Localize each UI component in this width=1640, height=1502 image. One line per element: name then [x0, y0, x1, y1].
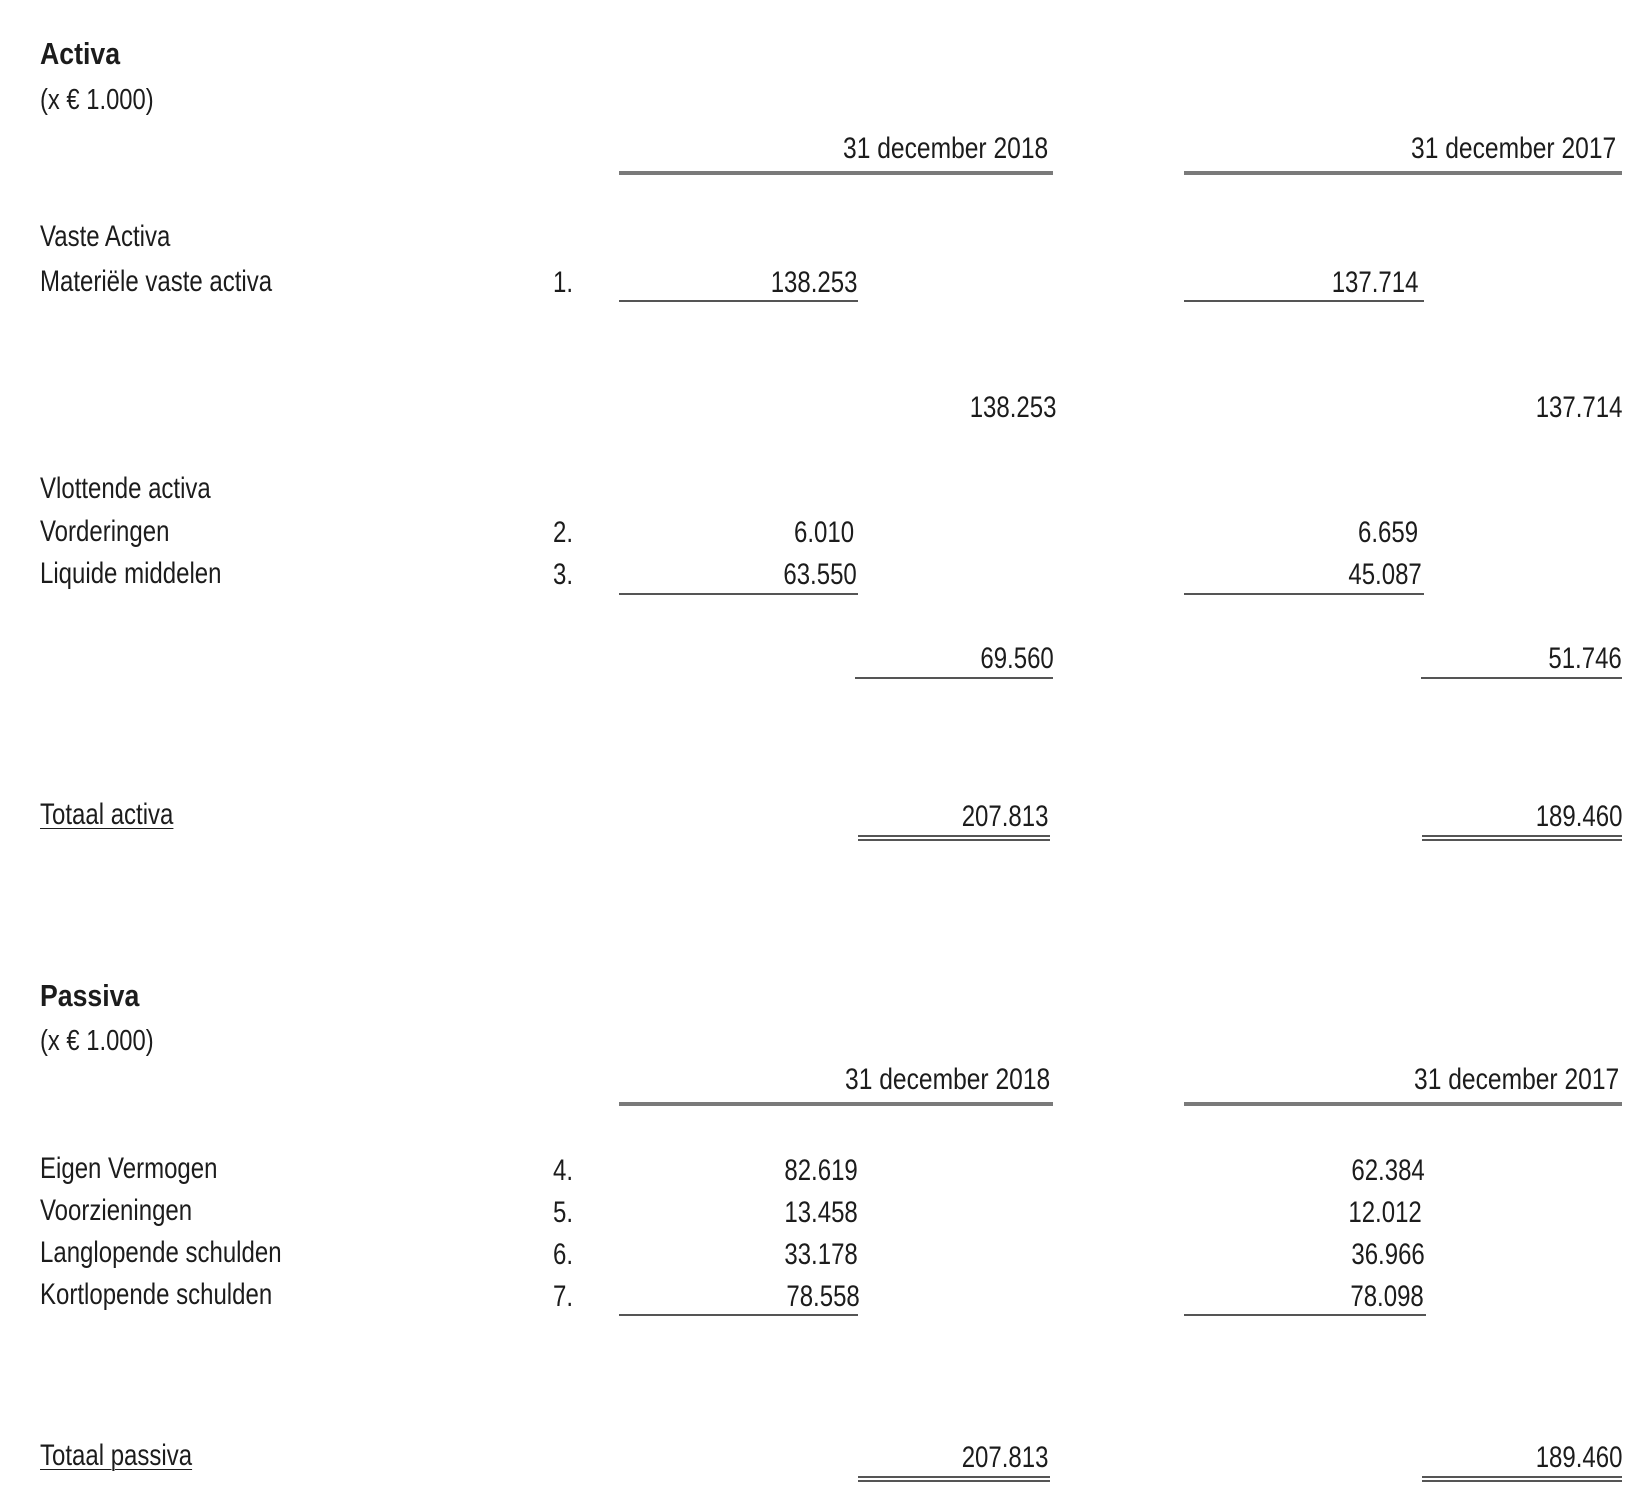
- vaste-activa-subtotal-2018: 138.253: [969, 391, 1056, 424]
- langlopende-schulden-2018: 33.178: [784, 1238, 858, 1271]
- liquide-2018-rule: [619, 593, 858, 595]
- eigen-vermogen-2017: 62.384: [1351, 1154, 1425, 1187]
- materiele-2017-rule: [1184, 300, 1424, 302]
- totaal-passiva-label: Totaal passiva: [40, 1439, 193, 1472]
- voorzieningen-2018: 13.458: [784, 1196, 858, 1229]
- voorzieningen-label: Voorzieningen: [40, 1194, 193, 1227]
- vaste-activa-header: Vaste Activa: [40, 220, 171, 253]
- liquide-middelen-2017: 45.087: [1348, 558, 1422, 591]
- vlottende-activa-subtotal-2018: 69.560: [980, 642, 1054, 675]
- totaal-passiva-2017-double-rule: [1422, 1476, 1622, 1482]
- passiva-col-2018-header: 31 december 2018: [844, 1063, 1050, 1096]
- totaal-passiva-2017: 189.460: [1535, 1441, 1622, 1474]
- langlopende-schulden-note: 6.: [553, 1238, 574, 1271]
- passiva-col-2017-rule: [1184, 1102, 1622, 1106]
- kortlopende-schulden-2018: 78.558: [786, 1280, 860, 1313]
- kortlopende-2018-rule: [619, 1314, 858, 1316]
- eigen-vermogen-label: Eigen Vermogen: [40, 1152, 218, 1185]
- vlottende-2018-rule: [855, 677, 1053, 679]
- passiva-unit: (x € 1.000): [40, 1025, 154, 1057]
- kortlopende-schulden-2017: 78.098: [1350, 1280, 1424, 1313]
- voorzieningen-2017: 12.012: [1348, 1196, 1422, 1229]
- totaal-activa-label: Totaal activa: [40, 798, 174, 831]
- totaal-activa-2018: 207.813: [961, 800, 1048, 833]
- voorzieningen-note: 5.: [553, 1196, 574, 1229]
- vlottende-activa-header: Vlottende activa: [40, 472, 211, 505]
- vorderingen-2017: 6.659: [1357, 516, 1418, 549]
- kortlopende-2017-rule: [1184, 1314, 1426, 1316]
- passiva-title: Passiva: [40, 978, 140, 1013]
- totaal-activa-2018-double-rule: [858, 835, 1050, 841]
- activa-col-2017-header: 31 december 2017: [1410, 132, 1616, 165]
- totaal-activa-2017-double-rule: [1422, 835, 1622, 841]
- langlopende-schulden-label: Langlopende schulden: [40, 1236, 282, 1269]
- vaste-activa-subtotal-2017: 137.714: [1535, 391, 1622, 424]
- materiele-vaste-activa-label: Materiële vaste activa: [40, 265, 273, 298]
- materiele-vaste-activa-2017: 137.714: [1331, 266, 1418, 299]
- activa-col-2017-rule: [1184, 171, 1622, 175]
- materiele-2018-rule: [619, 300, 858, 302]
- eigen-vermogen-note: 4.: [553, 1154, 574, 1187]
- totaal-passiva-2018-double-rule: [858, 1476, 1050, 1482]
- vorderingen-2018: 6.010: [793, 516, 854, 549]
- vorderingen-note: 2.: [553, 516, 574, 549]
- vlottende-2017-rule: [1421, 677, 1622, 679]
- langlopende-schulden-2017: 36.966: [1351, 1238, 1425, 1271]
- eigen-vermogen-2018: 82.619: [784, 1154, 858, 1187]
- liquide-2017-rule: [1184, 593, 1424, 595]
- activa-unit: (x € 1.000): [40, 84, 154, 116]
- vlottende-activa-subtotal-2017: 51.746: [1548, 642, 1622, 675]
- totaal-passiva-2018: 207.813: [961, 1441, 1048, 1474]
- passiva-col-2018-rule: [619, 1102, 1053, 1106]
- materiele-vaste-activa-2018: 138.253: [770, 266, 857, 299]
- vorderingen-label: Vorderingen: [40, 515, 170, 548]
- activa-title: Activa: [40, 36, 121, 71]
- activa-col-2018-rule: [619, 171, 1053, 175]
- liquide-middelen-2018: 63.550: [783, 558, 857, 591]
- liquide-middelen-label: Liquide middelen: [40, 557, 222, 590]
- totaal-activa-2017: 189.460: [1535, 800, 1622, 833]
- passiva-col-2017-header: 31 december 2017: [1413, 1063, 1619, 1096]
- liquide-middelen-note: 3.: [553, 558, 574, 591]
- materiele-vaste-activa-note: 1.: [553, 266, 574, 299]
- kortlopende-schulden-label: Kortlopende schulden: [40, 1278, 273, 1311]
- activa-col-2018-header: 31 december 2018: [842, 132, 1048, 165]
- kortlopende-schulden-note: 7.: [553, 1280, 574, 1313]
